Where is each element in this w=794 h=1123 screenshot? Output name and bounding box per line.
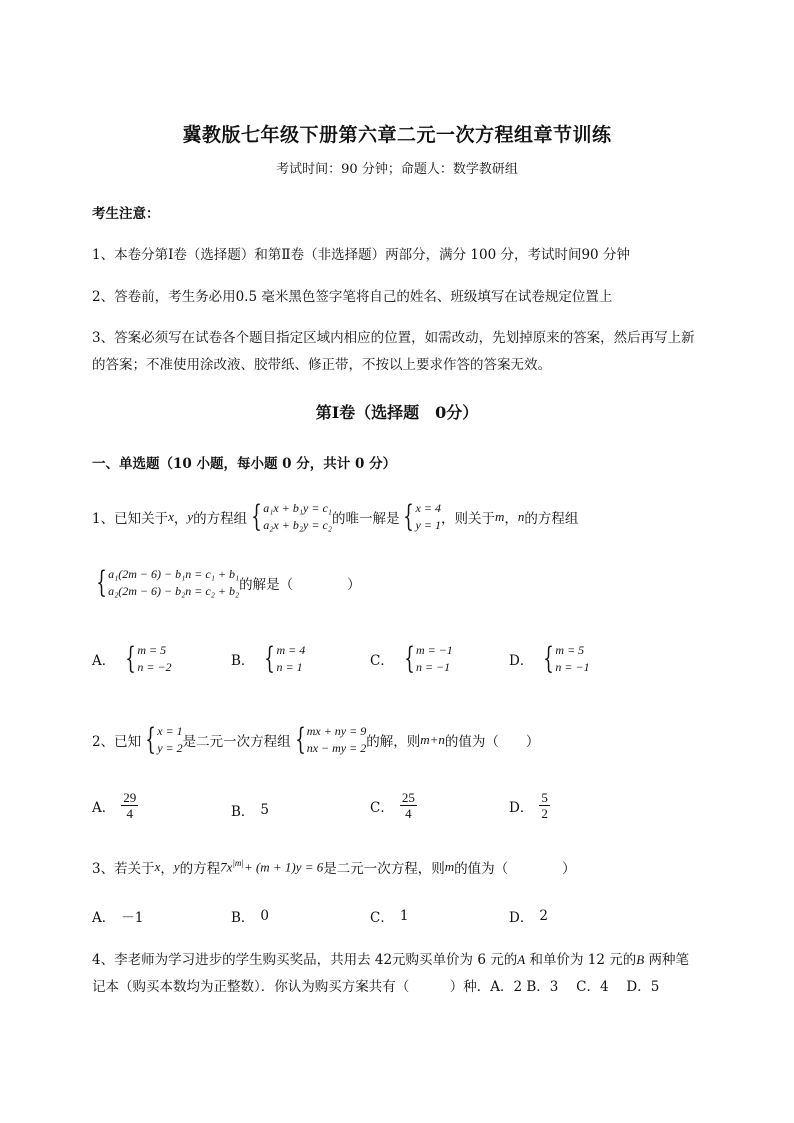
q1-comma: ， <box>173 511 188 527</box>
q1-c-row-2: n = −1 <box>415 660 451 674</box>
q2-text-2: 的解，则 <box>366 734 421 750</box>
q1-sol-row-2: y = 1 <box>415 518 441 532</box>
denominator: 2 <box>541 806 548 821</box>
q1-option-c[interactable] <box>370 642 453 676</box>
q1-option-a[interactable] <box>92 642 172 676</box>
q2-option-c[interactable] <box>370 790 417 821</box>
option-value: 0 <box>260 908 270 924</box>
q1-option-d[interactable] <box>509 642 590 676</box>
q1-equation-system <box>247 500 332 534</box>
option-label: D． <box>509 910 534 926</box>
option-label: A． <box>92 653 116 669</box>
q2-text-1: 是二元一次方程组 <box>182 734 291 750</box>
question-4-line-1 <box>92 948 689 968</box>
q1-sys2-row-2: a₂(2m − 6) − b₂n = c₂ + b₂ <box>108 584 240 598</box>
q1-c-row-1: m = −1 <box>415 643 453 657</box>
q1-prefix: 1、已知关于 <box>92 511 169 527</box>
option-label: B． <box>231 804 255 820</box>
option-label: C． <box>370 799 394 816</box>
notice-heading: 考生注意： <box>92 206 160 222</box>
q1-target-system <box>92 566 239 600</box>
numerator: 29 <box>123 790 137 805</box>
fraction <box>121 790 138 821</box>
option-label: B． <box>231 910 255 926</box>
q1-solution-system <box>399 500 441 534</box>
q2-sol-row-2: y = 2 <box>157 741 183 755</box>
q4-text-2: 和单价为 12 元的 <box>525 952 637 968</box>
q2-prefix: 2、已知 <box>92 734 142 750</box>
q3-text-2: 是二元一次方程，则 <box>323 861 445 877</box>
q3-option-d[interactable] <box>509 906 548 926</box>
q1-sys1-row-2: a₂x + b₂y = c₂ <box>263 518 332 532</box>
left-brace-icon: { <box>251 499 262 534</box>
q2-tail: 的值为（ ） <box>444 734 540 750</box>
option-value: 2 <box>539 908 548 924</box>
q2-sys-row-1: mx + ny = 9 <box>306 724 367 738</box>
q2-sys-row-2: nx − my = 2 <box>306 741 367 755</box>
left-brace-icon: { <box>543 641 555 676</box>
q1-comma-2: ， <box>504 511 518 527</box>
q1-var-y: y <box>187 509 194 524</box>
q3-equation <box>220 858 323 875</box>
q2-option-a[interactable] <box>92 790 138 821</box>
numerator: 5 <box>541 790 548 805</box>
option-value: －1 <box>121 910 144 926</box>
q3-prefix: 3、若关于 <box>92 861 155 877</box>
left-brace-icon: { <box>145 722 156 757</box>
notice-item-2: 2、答卷前，考生务必用0.5 毫米黑色签字笔将自己的姓名、班级填写在试卷规定位置上 <box>92 289 613 305</box>
q4-text-1: 4、李老师为学习进步的学生购买奖品，共用去 42元购买单价为 6 元的 <box>92 952 518 968</box>
q2-equation-system <box>291 723 367 757</box>
q1-sys1-row-1: a₁x + b₁y = c₁ <box>263 501 332 515</box>
q4-var-a: A <box>517 952 526 967</box>
q1-text-1: 的方程组 <box>193 511 248 527</box>
option-label: C． <box>370 910 394 926</box>
question-2 <box>92 719 539 761</box>
q1-var-n: n <box>517 509 525 524</box>
exam-info: 考试时间：90 分钟；命题人：数学教研组 <box>276 162 518 177</box>
q3-option-a[interactable] <box>92 906 143 926</box>
q3-tail: 的值为（ ） <box>454 861 576 877</box>
notice-item-3-line-2: 的答案；不准使用涂改液、胶带纸、修正带，不按以上要求作答的答案无效。 <box>92 357 551 373</box>
option-label: B． <box>231 653 255 669</box>
left-brace-icon: { <box>264 641 276 676</box>
denominator: 4 <box>405 806 412 821</box>
page-title: 冀教版七年级下册第六章二元一次方程组章节训练 <box>182 124 612 146</box>
option-value: 1 <box>399 908 409 924</box>
question-1 <box>92 496 578 538</box>
q1-var-x: x <box>168 509 174 524</box>
q1-text-2: 的唯一解是 <box>331 511 400 527</box>
option-label: A． <box>92 910 116 926</box>
numerator: 25 <box>401 790 415 805</box>
q2-option-b[interactable] <box>231 800 269 820</box>
q4-var-b: B <box>636 952 645 967</box>
q4-text-3: 两种笔 <box>644 952 689 968</box>
q3-eq-part-2: + (m + 1)y = 6 <box>243 859 324 875</box>
denominator: 4 <box>126 806 133 821</box>
fraction <box>400 790 417 821</box>
q1-b-row-2: n = 1 <box>276 660 303 674</box>
q3-var-y: y <box>173 859 180 874</box>
section-title: 第Ⅰ卷（选择题 0分） <box>315 403 479 422</box>
q1-text-4: 的方程组 <box>524 511 579 527</box>
q1-sys2-row-1: a₁(2m − 6) − b₁n = c₁ + b₁ <box>108 567 240 581</box>
left-brace-icon: { <box>125 641 137 676</box>
notice-item-3-line-1: 3、答案必须写在试卷各个题目指定区域内相应的位置，如需改动，先划掉原来的答案，然后再写上新 <box>92 330 695 346</box>
notice-item-1: 1、本卷分第Ⅰ卷（选择题）和第Ⅱ卷（非选择题）两部分，满分 100 分，考试时间90 分钟 <box>92 247 630 263</box>
q3-var-m: m <box>444 859 455 874</box>
left-brace-icon: { <box>404 641 415 676</box>
q2-expression: m+n <box>420 732 445 747</box>
q2-sol-row-1: x = 1 <box>157 724 183 738</box>
q1-d-row-1: m = 5 <box>555 643 585 657</box>
part-1-title: 一、单选题（10 小题，每小题 0 分，共计 0 分） <box>92 456 397 472</box>
q2-option-d[interactable] <box>509 790 550 821</box>
q2-solution-system <box>141 723 183 757</box>
q3-text-1: 的方程 <box>179 861 221 877</box>
q1-tail: 的解是（ ） <box>239 577 361 593</box>
left-brace-icon: { <box>403 499 415 534</box>
left-brace-icon: { <box>294 722 306 757</box>
q1-d-row-2: n = −1 <box>555 660 590 674</box>
q3-option-b[interactable] <box>231 906 269 926</box>
q1-a-row-1: m = 5 <box>137 643 167 657</box>
option-label: D． <box>509 653 534 669</box>
q3-option-c[interactable] <box>370 906 408 926</box>
question-1-line-2 <box>92 562 361 604</box>
option-value: 5 <box>260 802 270 818</box>
q3-eq-part-1: 7x <box>220 859 233 875</box>
option-label: A． <box>92 799 116 816</box>
q1-text-3: ，则关于 <box>440 511 495 527</box>
option-label: D． <box>509 799 534 816</box>
q3-comma: ， <box>160 861 174 877</box>
question-3 <box>92 856 576 878</box>
q1-var-m: m <box>494 509 505 524</box>
q1-b-row-1: m = 4 <box>276 643 306 657</box>
q3-exponent: |m| <box>232 858 244 869</box>
fraction <box>539 790 550 821</box>
question-4-line-2: 记本（购买本数均为正整数）．你认为购买方案共有（ ）种．A．2 B．3 C．4 D．5 <box>92 979 660 995</box>
q3-var-x: x <box>154 859 161 874</box>
option-label: C． <box>370 653 394 669</box>
q1-sol-row-1: x = 4 <box>415 501 441 515</box>
q1-option-b[interactable] <box>231 642 305 676</box>
q1-a-row-2: n = −2 <box>137 660 172 674</box>
left-brace-icon: { <box>96 565 107 600</box>
